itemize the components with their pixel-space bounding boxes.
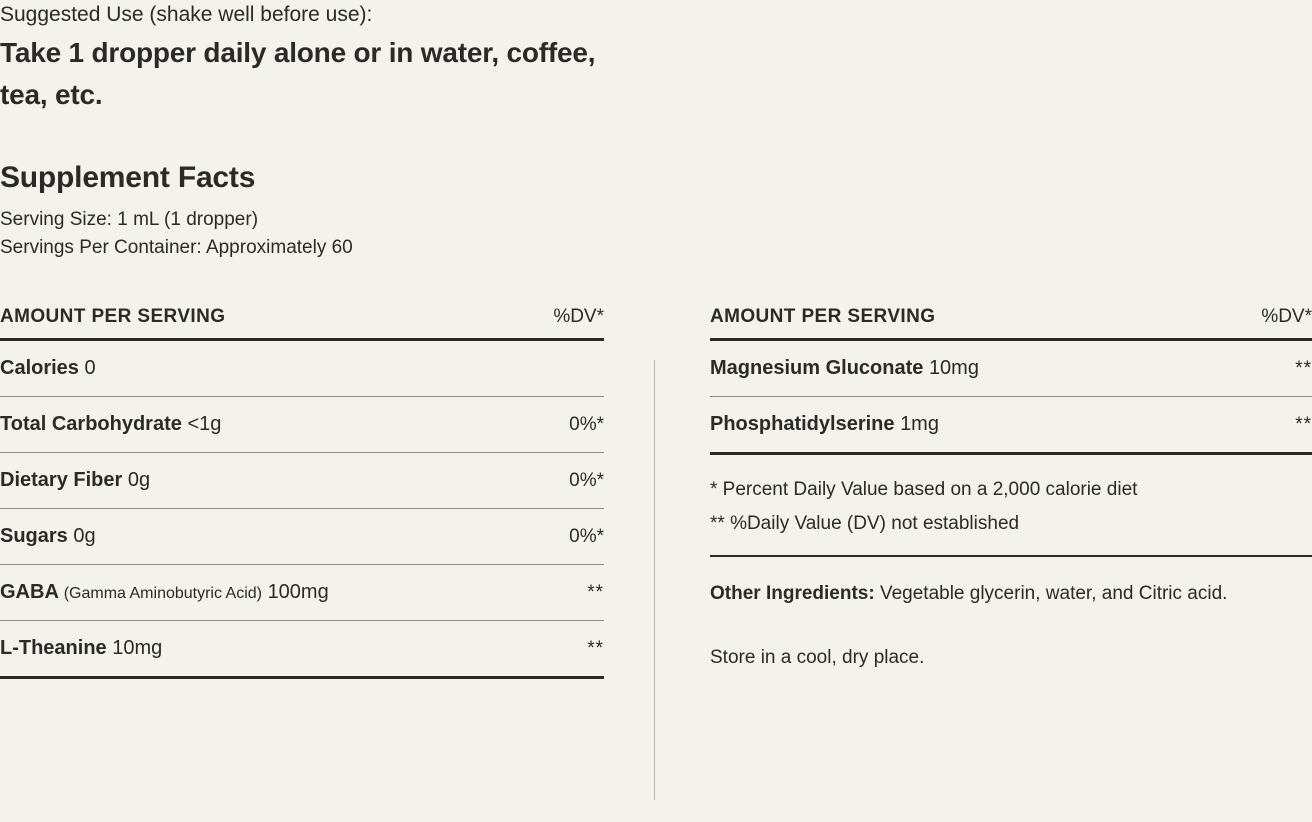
nutrition-tables [0, 306, 1312, 806]
row-name: Dietary Fiber 0g [0, 469, 151, 491]
row-dv: ** [587, 582, 604, 603]
row-name: Sugars 0g [0, 525, 96, 547]
suggested-use-label: Suggested Use (shake well before use): [0, 3, 373, 26]
other-ingredients-label: Other Ingredients: [710, 583, 875, 604]
row-dv: 0%* [569, 526, 604, 547]
page-title: Supplement Facts [0, 161, 256, 194]
table-row [0, 621, 604, 676]
table-row [0, 453, 604, 508]
table-row [0, 509, 604, 564]
row-dv: ** [587, 638, 604, 659]
row-name: Phosphatidylserine 1mg [710, 413, 939, 435]
footnote-daily-value: * Percent Daily Value based on a 2,000 calorie diet [710, 478, 1138, 500]
right-table-header [710, 306, 1312, 338]
suggested-use-block [0, 0, 640, 116]
other-ingredients [710, 557, 1312, 611]
left-bottom-rule [0, 676, 604, 679]
right-header-dv: %DV* [1261, 306, 1312, 327]
row-dv: ** [1295, 414, 1312, 435]
servings-per-container: Servings Per Container: Approximately 60 [0, 237, 353, 258]
supplement-facts-heading [0, 158, 640, 262]
table-row [710, 397, 1312, 452]
other-ingredients-text: Vegetable glycerin, water, and Citric acid. [879, 583, 1228, 604]
column-divider [654, 360, 655, 800]
left-header-amount: AMOUNT PER SERVING [0, 306, 226, 327]
row-name: Total Carbohydrate <1g [0, 413, 222, 435]
suggested-use-text: Take 1 dropper daily alone or in water, coffee, tea, etc. [0, 37, 596, 110]
serving-size: Serving Size: 1 mL (1 dropper) [0, 209, 259, 230]
right-header-amount: AMOUNT PER SERVING [710, 306, 936, 327]
table-row [0, 397, 604, 452]
row-name: L-Theanine 10mg [0, 637, 163, 659]
row-dv: 0%* [569, 414, 604, 435]
row-name: Calories 0 [0, 357, 96, 379]
footnote-dv-not-established: ** %Daily Value (DV) not established [710, 512, 1020, 534]
table-row [0, 565, 604, 620]
footnotes [710, 455, 1312, 541]
row-name: Magnesium Gluconate 10mg [710, 357, 979, 379]
left-nutrition-table [0, 306, 604, 679]
row-dv: ** [1295, 358, 1312, 379]
left-header-dv: %DV* [553, 306, 604, 327]
row-name: GABA (Gamma Aminobutyric Acid) 100mg [0, 581, 329, 603]
table-row [0, 341, 604, 396]
table-row [710, 341, 1312, 396]
storage-note: Store in a cool, dry place. [710, 647, 925, 668]
row-dv: 0%* [569, 470, 604, 491]
left-table-header [0, 306, 604, 338]
right-nutrition-table [710, 306, 1312, 673]
